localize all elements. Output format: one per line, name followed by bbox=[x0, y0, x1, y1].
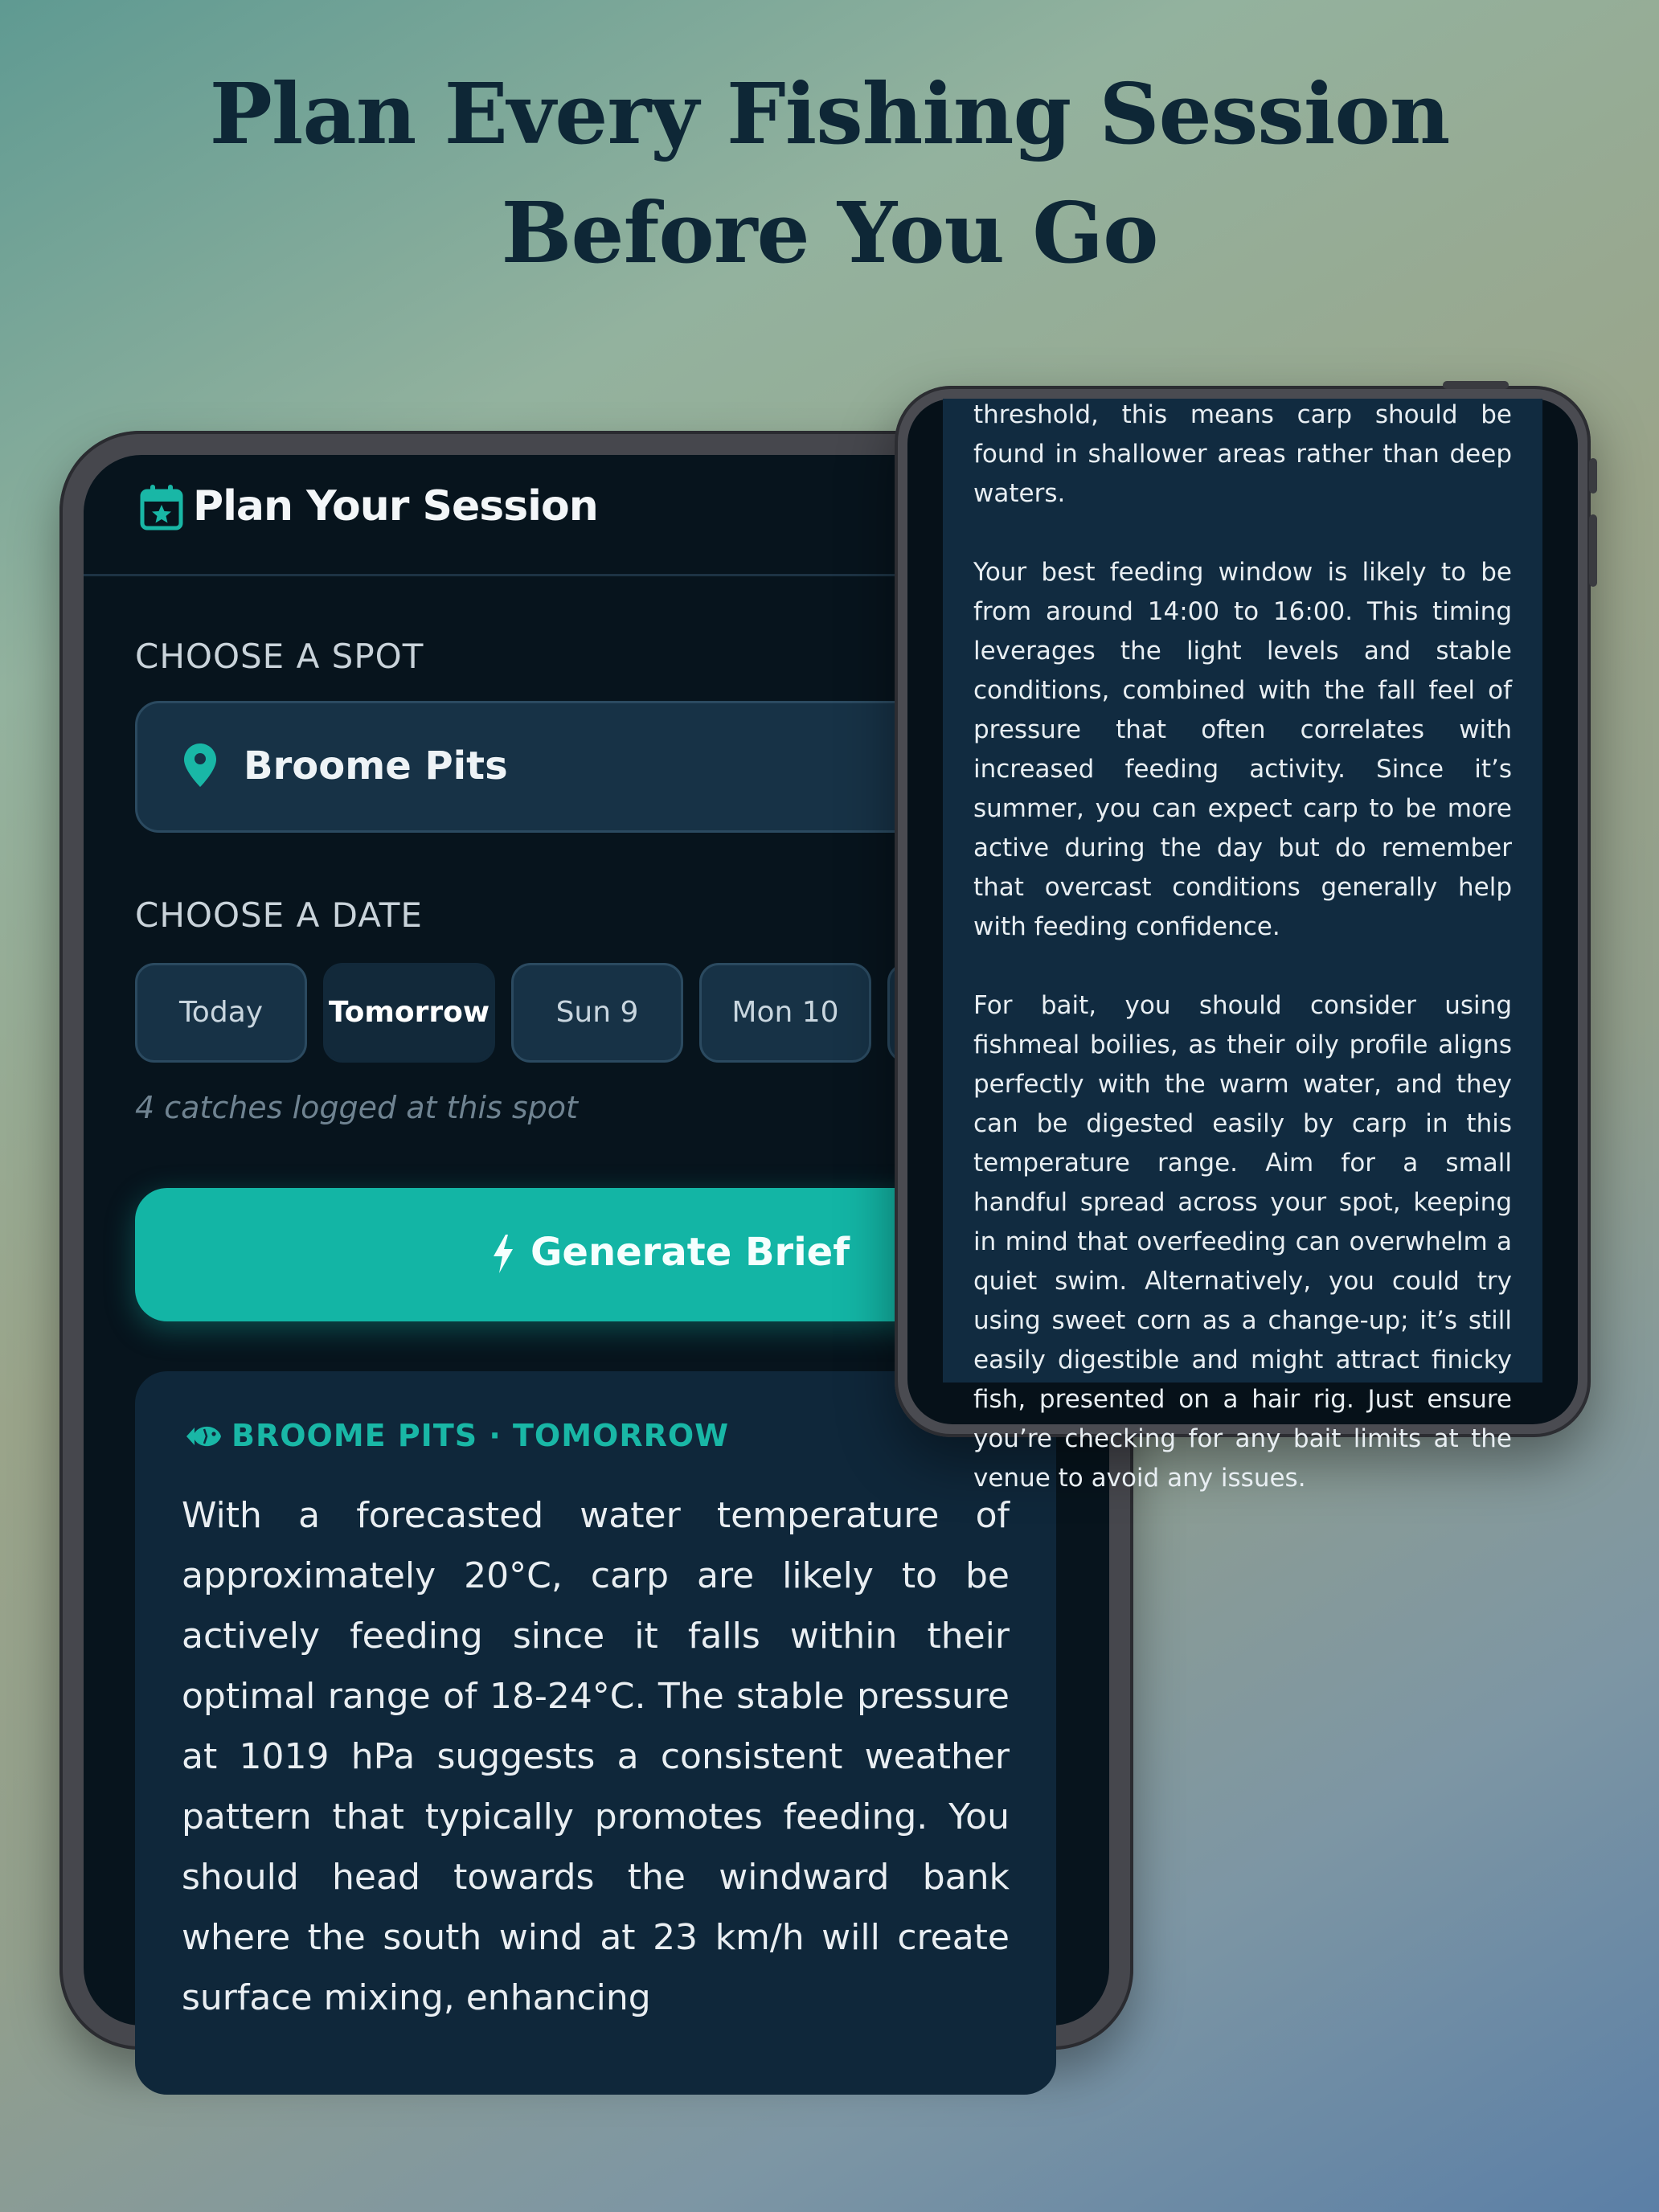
brief-heading: BROOME PITS · TOMORROW bbox=[231, 1418, 730, 1453]
brief-text: With a forecasted water temperature of approximately 20°C, carp are likely to be actively feeding since it falls within their optimal range of 18-24°C. The stable pressure at 1019 hPa suggests a consistent weather pattern that typically promotes feeding. You should head towards the windward bank where the south wind at 23 km/h will create surface mixing, enhancing bbox=[182, 1495, 1010, 2018]
brief-paragraph-1: threshold, this means carp should be found in shallower areas rather than deep waters. bbox=[973, 400, 1512, 508]
brief-paragraph-3: For bait, you should consider using fishmeal boilies, as their oily profile aligns perfectly with the warm water, and they can be digested easily by carp in this temperature range. Aim for a small handful spread across your spot, keeping in mind that overfeeding can overwhelm a quiet swim. Alternatively, you could try using sweet corn as a change-up; it’s still easily digestible and might attract finicky fish, presented on a hair rig. Just ensure you’re checking for any bait limits at the venue to avoid any issues. bbox=[973, 991, 1512, 1493]
date-chip-tomorrow[interactable]: Tomorrow bbox=[323, 963, 495, 1063]
generate-brief-label: Generate Brief bbox=[530, 1230, 850, 1275]
selected-spot: Broome Pits bbox=[244, 743, 508, 789]
spot-section-label: CHOOSE A SPOT bbox=[135, 637, 424, 676]
date-chip-sun-9[interactable]: Sun 9 bbox=[511, 963, 683, 1063]
location-pin-icon bbox=[184, 743, 216, 787]
tablet-screen-secondary bbox=[907, 399, 1578, 1493]
marketing-headline bbox=[0, 55, 1659, 293]
date-section-label: CHOOSE A DATE bbox=[135, 895, 423, 935]
brief-card bbox=[135, 1371, 1056, 2095]
catch-count-note: 4 catches logged at this spot bbox=[135, 1090, 578, 1125]
brief-continued-panel[interactable] bbox=[943, 399, 1542, 1493]
device-volume-down-button bbox=[1589, 514, 1597, 587]
brief-continued-text bbox=[973, 395, 1512, 1538]
brief-paragraph-2: Your best feeding window is likely to be from around 14:00 to 16:00. This timing leverages the light levels and stable conditions, combined with the fall feel of pressure that often correlates with increased feeding activity. Since it’s summer, you can expect carp to be more active during the day but do remember that overcast conditions generally help with feeding confidence. bbox=[973, 558, 1512, 941]
calendar-star-icon bbox=[140, 484, 183, 530]
tablet-device-secondary bbox=[895, 386, 1591, 1493]
date-chip-today[interactable]: Today bbox=[135, 963, 307, 1063]
headline-line-2: Before You Go bbox=[501, 183, 1158, 282]
headline-line-1: Plan Every Fishing Session bbox=[209, 64, 1450, 163]
page-title: Plan Your Session bbox=[193, 482, 598, 530]
date-chip-mon-10[interactable]: Mon 10 bbox=[699, 963, 871, 1063]
device-power-button bbox=[1443, 381, 1509, 389]
fish-icon bbox=[185, 1423, 222, 1450]
device-volume-up-button bbox=[1589, 458, 1597, 494]
lightning-bolt-icon bbox=[492, 1235, 514, 1273]
